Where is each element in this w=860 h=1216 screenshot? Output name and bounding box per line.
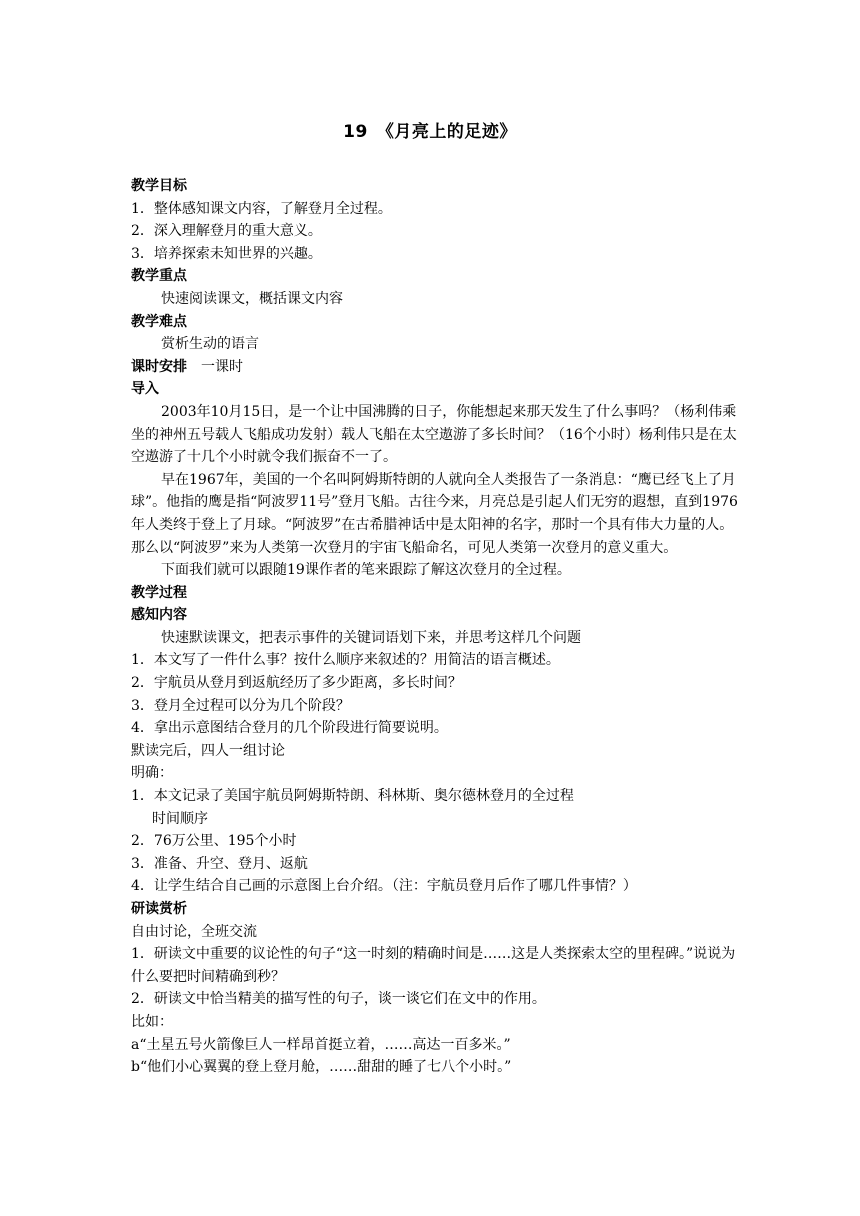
question-item: 3．登月全过程可以分为几个阶段？ <box>131 697 350 714</box>
answer-item: 时间顺序 <box>152 810 208 827</box>
answer-item: 4．让学生结合自己画的示意图上台介绍。（注：宇航员登月后作了哪几件事情？） <box>131 878 637 895</box>
question-item: 1．本文写了一件什么事？按什么顺序来叙述的？用简洁的语言概述。 <box>131 652 560 669</box>
question-item: 2．宇航员从登月到返航经历了多少距离，多长时间？ <box>131 675 462 692</box>
document-body <box>131 175 746 1079</box>
perceive-lead: 快速默读课文，把表示事件的关键词语划下来，并思考这样几个问题 <box>161 629 581 646</box>
intro-heading: 导入 <box>131 381 159 398</box>
schedule-heading: 课时安排 <box>131 358 187 375</box>
answer-item: 3．准备、升空、登月、返航 <box>131 855 308 872</box>
example-item: b“他们小心翼翼的登上登月舱，……甜甜的睡了七八个小时。” <box>131 1059 512 1076</box>
page-title: 19 《月亮上的足迹》 <box>343 122 517 142</box>
intro-paragraph: 下面我们就可以跟随19课作者的笔来跟踪了解这次登月的全过程。 <box>161 562 571 579</box>
clarify-label: 明确： <box>131 765 173 782</box>
objective-item: 1．整体感知课文内容，了解登月全过程。 <box>131 200 392 217</box>
schedule-line <box>131 356 746 379</box>
key-points-heading: 教学重点 <box>131 268 187 285</box>
objective-item: 2．深入理解登月的重大意义。 <box>131 223 322 240</box>
objective-item: 3．培养探索未知世界的兴趣。 <box>131 245 322 262</box>
key-points-text: 快速阅读课文，概括课文内容 <box>161 290 343 307</box>
process-heading: 教学过程 <box>131 584 187 601</box>
answer-item: 2．76万公里、195个小时 <box>131 833 297 850</box>
schedule-text: 一课时 <box>201 358 243 375</box>
discussion-note: 默读完后，四人一组讨论 <box>131 742 285 759</box>
question-item: 4．拿出示意图结合登月的几个阶段进行简要说明。 <box>131 720 448 737</box>
example-label: 比如： <box>131 1013 173 1030</box>
difficulties-heading: 教学难点 <box>131 313 187 330</box>
study-lead: 自由讨论，全班交流 <box>131 923 257 940</box>
intro-paragraph: 2003年10月15日，是一个让中国沸腾的日子，你能想起来那天发生了什么事吗？（杨利伟乘坐的神州五号载人飞船成功发射）载人飞船在太空遨游了多长时间？（16个小时）杨利伟只是在太空遨游了十几个小时就令我们振奋不一了。 <box>131 403 737 466</box>
study-item: 1．研读文中重要的议论性的句子“这一时刻的精确时间是……这是人类探索太空的里程碑。”说说为什么要把时间精确到秒？ <box>131 946 736 985</box>
objectives-heading: 教学目标 <box>131 178 187 194</box>
perceive-heading: 感知内容 <box>131 607 187 624</box>
example-item: a“土星五号火箭像巨人一样昂首挺立着，……高达一百多米。” <box>131 1036 511 1053</box>
intro-paragraph: 早在1967年，美国的一个名叫阿姆斯特朗的人就向全人类报告了一条消息：“鹰已经飞上了月球”。他指的鹰是指“阿波罗11号”登月飞船。古往今来，月亮总是引起人们无穷的遐想，直到1976年人类终于登上了月球。“阿波罗”在古希腊神话中是太阳神的名字，那时一个具有伟大力量的人。那么以“阿波罗”来为人类第一次登月的宇宙飞船命名，可见人类第一次登月的意义重大。 <box>131 471 738 556</box>
answer-item: 1．本文记录了美国宇航员阿姆斯特朗、科林斯、奥尔德林登月的全过程 <box>131 788 574 805</box>
difficulties-text: 赏析生动的语言 <box>161 336 259 353</box>
study-heading: 研读赏析 <box>131 901 187 917</box>
study-item: 2．研读文中恰当精美的描写性的句子，谈一谈它们在文中的作用。 <box>131 991 546 1008</box>
